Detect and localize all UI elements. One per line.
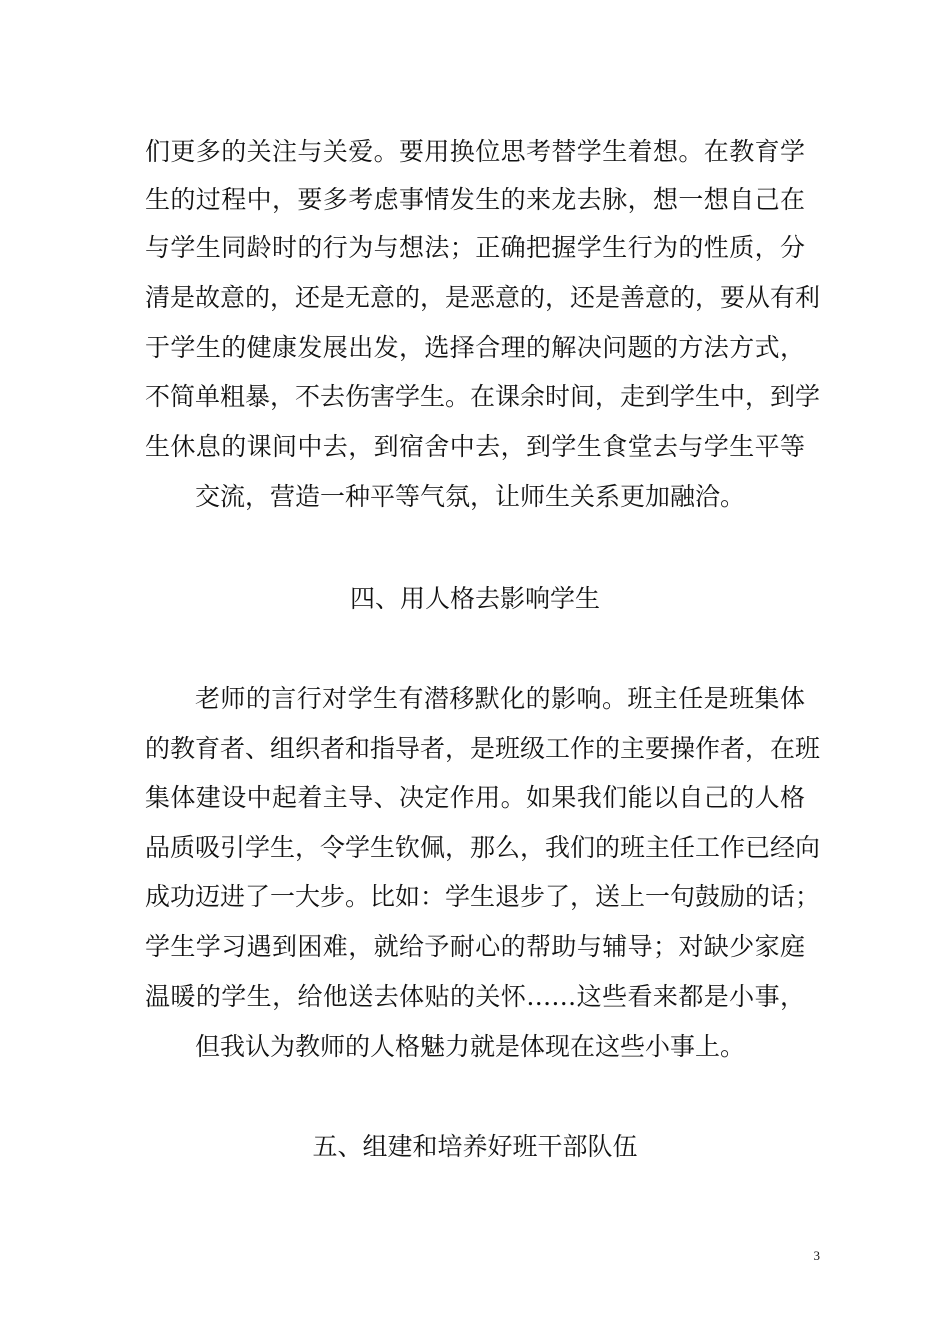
section-heading: 四、用人格去影响学生 (349, 584, 600, 613)
paragraph-line: 学生学习遇到困难，就给予耐心的帮助与辅导；对缺少家庭 (145, 932, 805, 961)
paragraph-line: 不简单粗暴，不去伤害学生。在课余时间，走到学生中，到学 (145, 382, 821, 411)
paragraph-line: 但我认为教师的人格魅力就是体现在这些小事上。 (195, 1032, 746, 1061)
paragraph-line: 生的过程中，要多考虑事情发生的来龙去脉，想一想自己在 (145, 185, 805, 214)
paragraph-line: 品质吸引学生，令学生钦佩，那么，我们的班主任工作已经向 (145, 833, 821, 862)
page-number: 3 (813, 1248, 820, 1263)
paragraph-line: 温暖的学生，给他送去体贴的关怀……这些看来都是小事， (145, 982, 805, 1011)
paragraph-line: 清是故意的，还是无意的，是恶意的，还是善意的，要从有利 (145, 283, 821, 312)
paragraph-line: 们更多的关注与关爱。要用换位思考替学生着想。在教育学 (145, 137, 805, 166)
paragraph-line: 交流，营造一种平等气氛，让师生关系更加融洽。 (195, 482, 746, 511)
paragraph-line: 的教育者、组织者和指导者，是班级工作的主要操作者，在班 (145, 734, 821, 763)
paragraph-line: 与学生同龄时的行为与想法；正确把握学生行为的性质，分 (145, 233, 805, 262)
paragraph-line: 成功迈进了一大步。比如：学生退步了，送上一句鼓励的话； (145, 882, 821, 911)
paragraph-line: 于学生的健康发展出发，选择合理的解决问题的方法方式， (145, 333, 805, 362)
paragraph-line: 集体建设中起着主导、决定作用。如果我们能以自己的人格 (145, 783, 805, 812)
paragraph-line: 老师的言行对学生有潜移默化的影响。班主任是班集体 (195, 684, 805, 713)
paragraph-line: 生休息的课间中去，到宿舍中去，到学生食堂去与学生平等 (145, 432, 805, 461)
section-heading: 五、组建和培养好班干部队伍 (312, 1132, 638, 1161)
